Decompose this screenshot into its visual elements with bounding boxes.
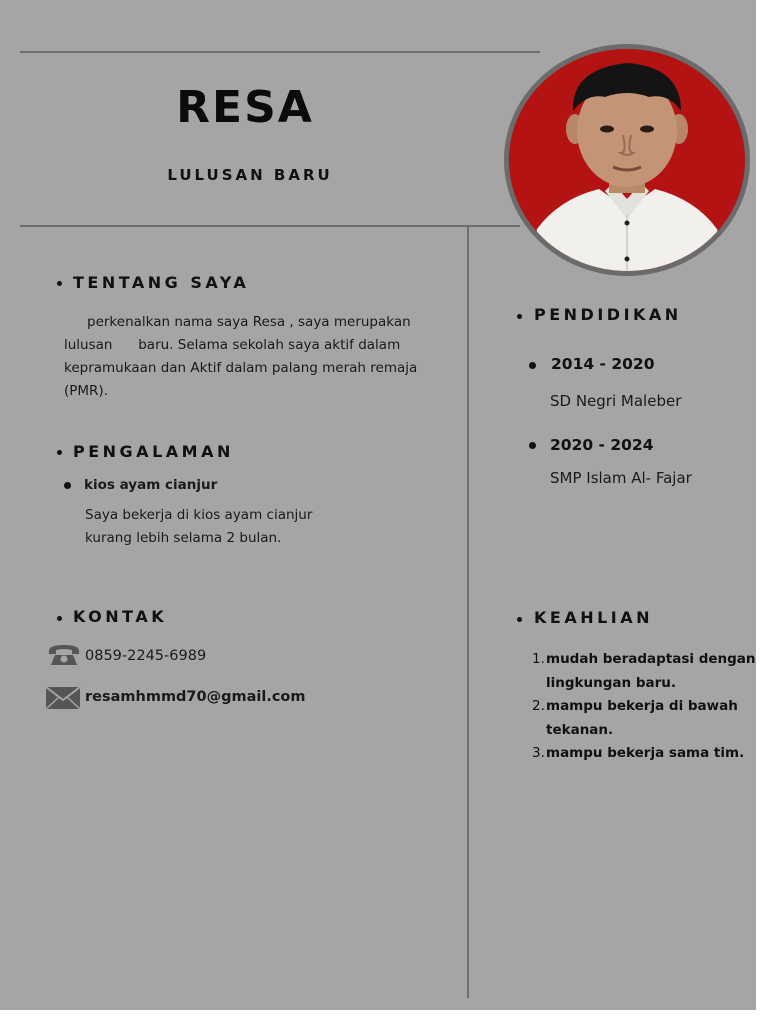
skill-line: mudah beradaptasi dengan (546, 651, 756, 667)
contact-email[interactable]: resamhmmd70@gmail.com (85, 689, 306, 705)
about-line: kepramukaan dan Aktif dalam palang merah remaja (64, 360, 418, 376)
education-years: 2014 - 2020 (551, 355, 655, 373)
education-school: SD Negri Maleber (550, 392, 682, 410)
skill-item (532, 648, 762, 695)
skill-line: lingkungan baru. (546, 674, 676, 691)
experience-line: kurang lebih selama 2 bulan. (85, 530, 282, 546)
top-divider (20, 51, 540, 53)
experience-bullet (57, 450, 62, 455)
about-line: (PMR). (64, 383, 108, 399)
experience-item-bullet (64, 482, 71, 489)
experience-item-desc (85, 504, 415, 550)
experience-heading: PENGALAMAN (73, 442, 234, 461)
column-divider (467, 226, 469, 998)
skill-number: 3. (532, 745, 545, 761)
skill-item (532, 742, 762, 766)
skill-line: mampu bekerja sama tim. (546, 745, 745, 761)
about-line: lulusan baru. Selama sekolah saya aktif dalam (64, 337, 401, 353)
about-heading: TENTANG SAYA (73, 273, 250, 292)
contact-phone: 0859-2245-6989 (85, 648, 207, 664)
experience-line: Saya bekerja di kios ayam cianjur (85, 507, 313, 523)
experience-item-title: kios ayam cianjur (84, 477, 218, 493)
about-bullet (57, 281, 62, 286)
education-years: 2020 - 2024 (550, 436, 654, 454)
education-bullet (517, 314, 522, 319)
header-divider (20, 225, 520, 227)
skill-line: mampu bekerja di bawah (546, 698, 738, 714)
contact-bullet (57, 616, 62, 621)
education-heading: PENDIDIKAN (534, 305, 682, 324)
skill-line: tekanan. (546, 721, 614, 738)
skills-list (532, 648, 762, 766)
skill-number: 1. (532, 651, 545, 667)
phone-icon (47, 643, 81, 667)
profile-photo (504, 44, 750, 276)
skills-heading: KEAHLIAN (534, 608, 654, 627)
education-item-bullet (529, 442, 536, 449)
contact-heading: KONTAK (73, 607, 168, 626)
skill-item (532, 695, 762, 742)
skills-bullet (517, 617, 522, 622)
education-item-bullet (529, 362, 536, 369)
person-illustration (509, 49, 745, 271)
education-school: SMP Islam Al- Fajar (550, 469, 692, 487)
envelope-icon (45, 686, 81, 710)
about-line: perkenalkan nama saya Resa , saya merupakan (87, 314, 411, 330)
resume-name: RESA (176, 82, 314, 133)
about-text (64, 311, 444, 403)
skill-number: 2. (532, 698, 545, 714)
resume-subtitle: LULUSAN BARU (167, 166, 333, 184)
